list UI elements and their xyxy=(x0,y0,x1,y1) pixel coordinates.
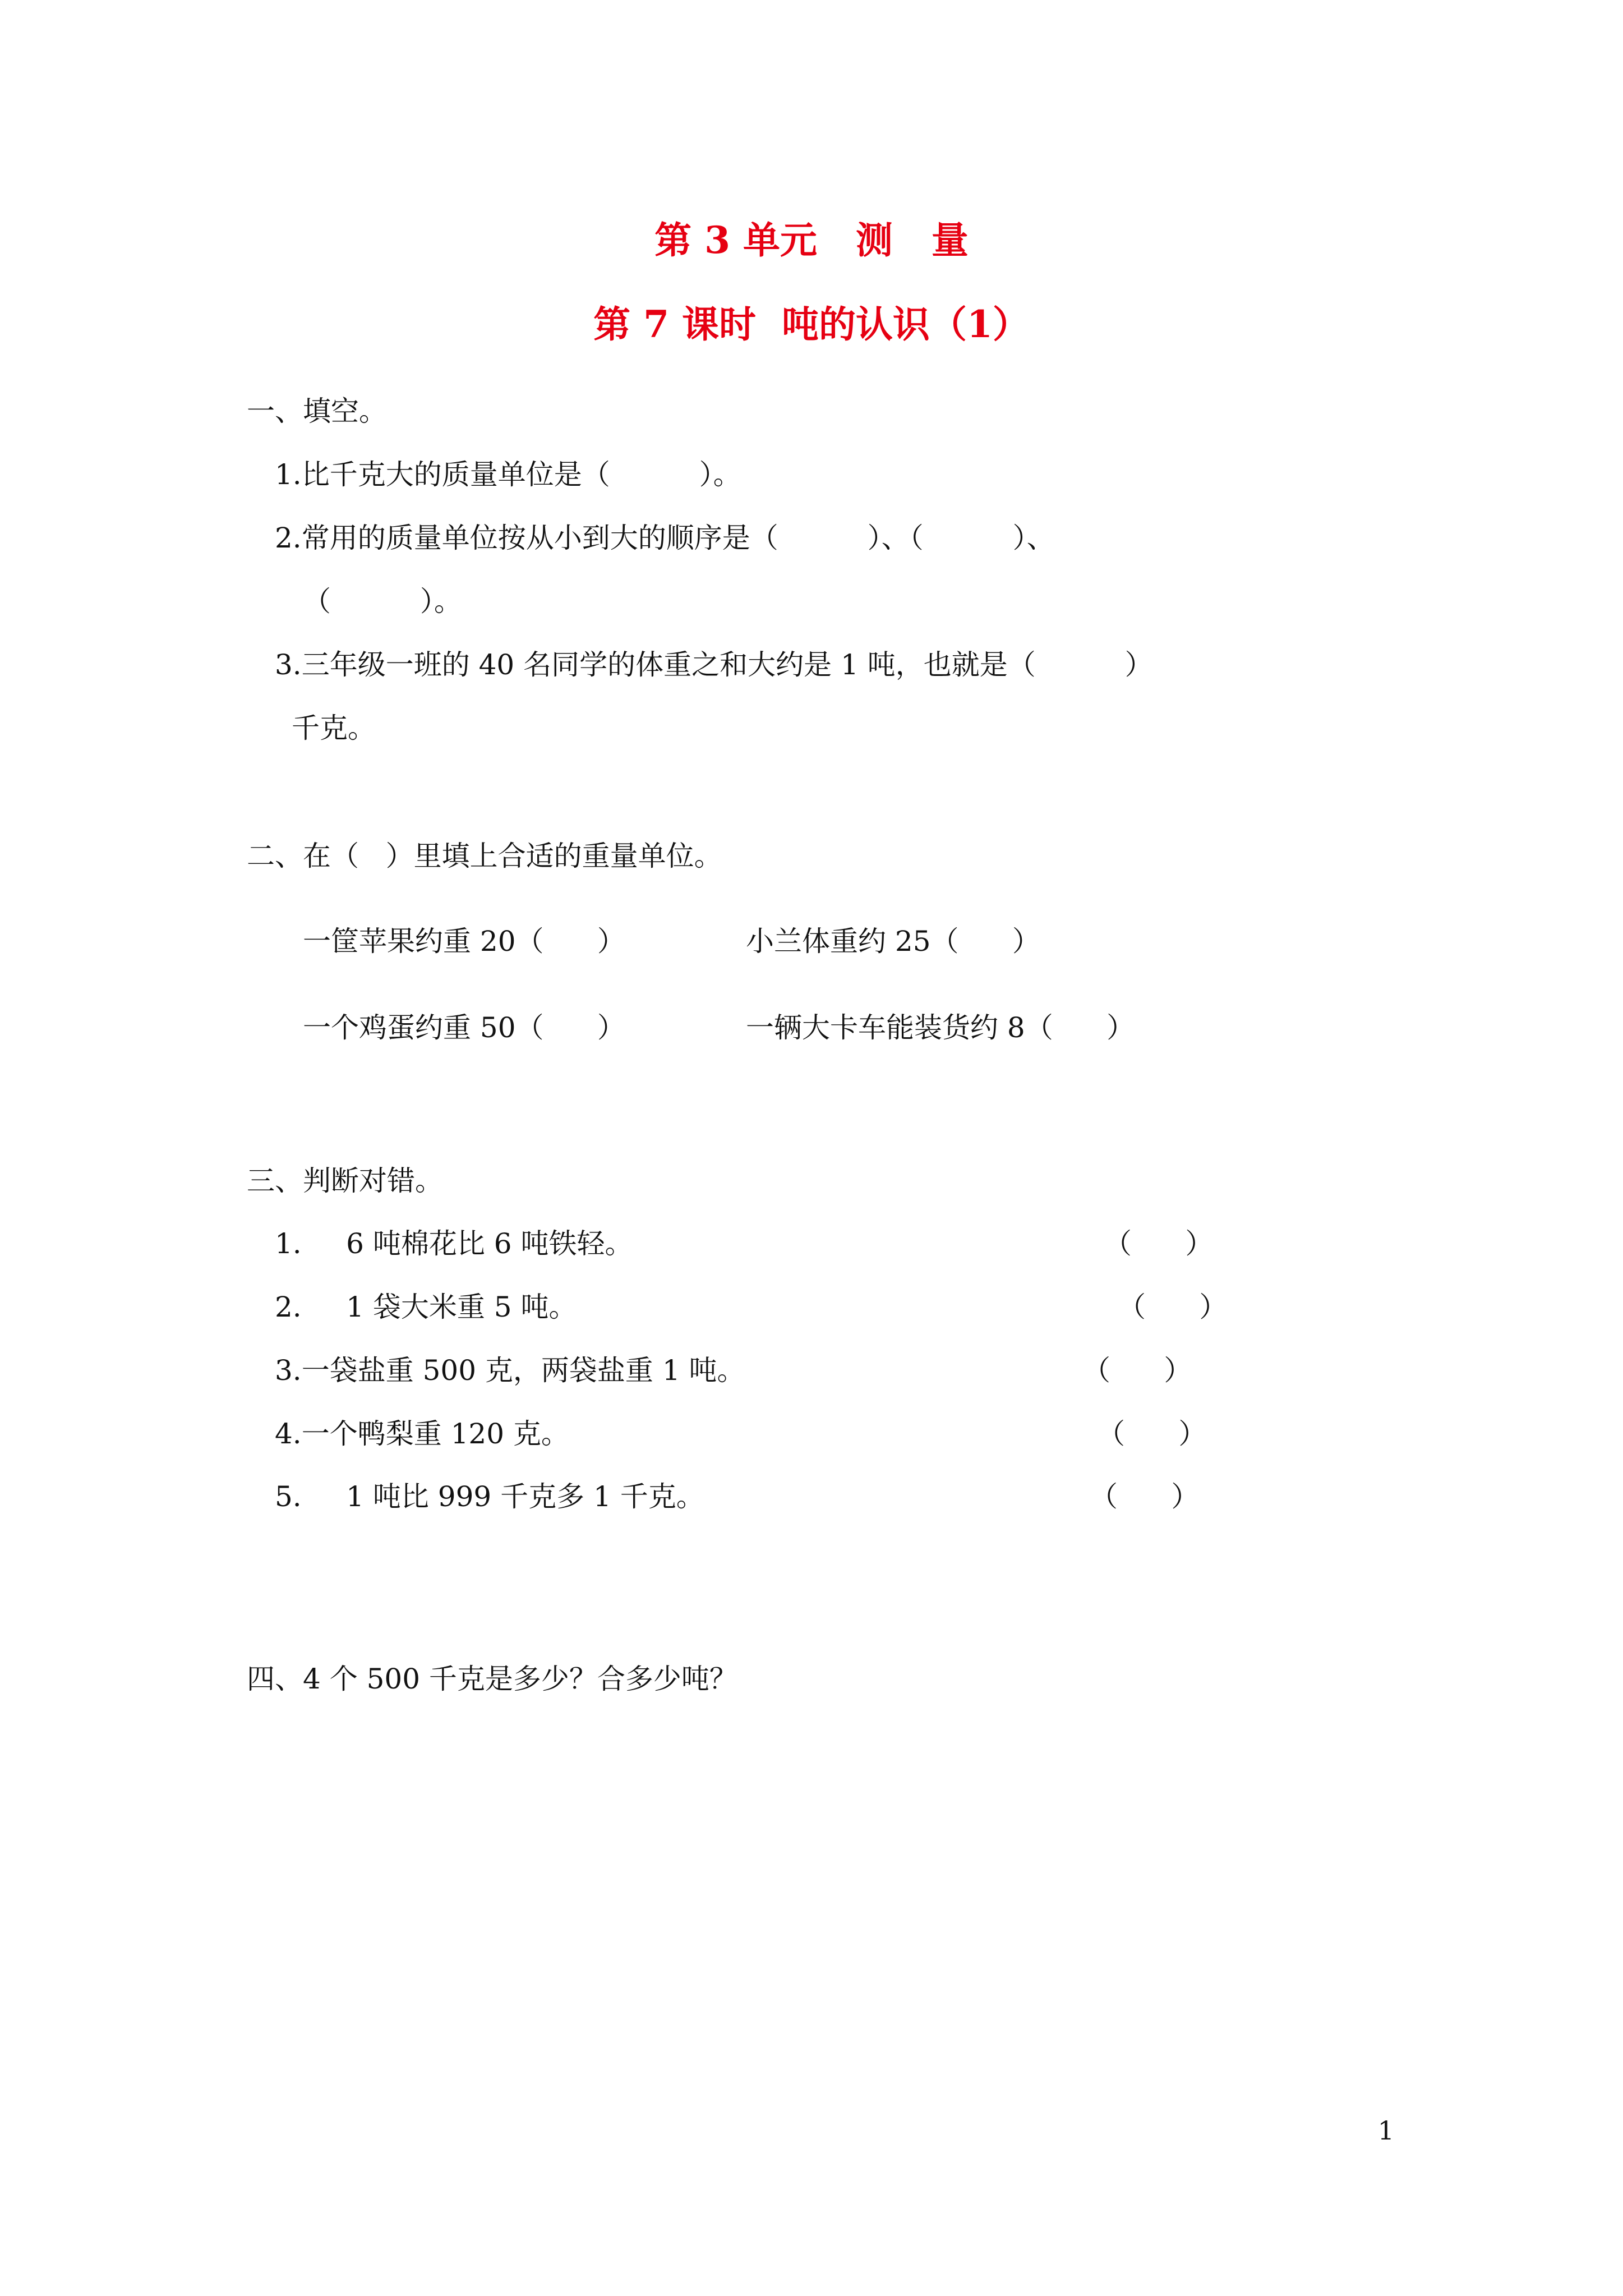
section-2-heading: 二、在（ ）里填上合适的重量单位。 xyxy=(247,840,722,872)
fill-question-3-line-2: 千克。 xyxy=(292,712,376,744)
judge-item-2: 2. 1 袋大米重 5 吨。 xyxy=(275,1291,577,1323)
judge-answer-5: （ ） xyxy=(1090,1480,1200,1513)
judge-answer-4: （ ） xyxy=(1097,1418,1207,1450)
judge-answer-1: （ ） xyxy=(1104,1227,1214,1260)
section-3-heading: 三、判断对错。 xyxy=(247,1165,443,1197)
fill-question-2-line-2: （ ）。 xyxy=(303,585,462,618)
lesson-title: 第 7 课时 吨的认识（1） xyxy=(593,302,1030,346)
fill-question-1: 1.比千克大的质量单位是（ ）。 xyxy=(275,458,741,491)
judge-item-5: 5. 1 吨比 999 千克多 1 千克。 xyxy=(275,1480,704,1513)
unit-item-basket-apples: 一筐苹果约重 20（ ） xyxy=(303,925,625,958)
unit-item-truck: 一辆大卡车能装货约 8（ ） xyxy=(746,1011,1135,1044)
unit-item-egg: 一个鸡蛋约重 50（ ） xyxy=(303,1011,625,1044)
judge-answer-2: （ ） xyxy=(1118,1291,1228,1323)
judge-item-3: 3.一袋盐重 500 克，两袋盐重 1 吨。 xyxy=(275,1354,745,1387)
judge-answer-3: （ ） xyxy=(1082,1354,1192,1387)
fill-question-2-line-1: 2.常用的质量单位按从小到大的顺序是（ ）、（ ）、 xyxy=(275,522,1055,554)
section-1-heading: 一、填空。 xyxy=(247,395,387,427)
unit-item-xiaolan-weight: 小兰体重约 25（ ） xyxy=(746,925,1040,958)
unit-title: 第 3 单元 测 量 xyxy=(654,218,969,262)
page-number: 1 xyxy=(1377,2115,1394,2146)
judge-item-1: 1. 6 吨棉花比 6 吨铁轻。 xyxy=(275,1227,633,1260)
section-4-question: 四、4 个 500 千克是多少？合多少吨？ xyxy=(247,1663,737,1695)
judge-item-4: 4.一个鸭梨重 120 克。 xyxy=(275,1418,569,1450)
fill-question-3-line-1: 3.三年级一班的 40 名同学的体重之和大约是 1 吨，也就是（ ） xyxy=(275,648,1153,681)
